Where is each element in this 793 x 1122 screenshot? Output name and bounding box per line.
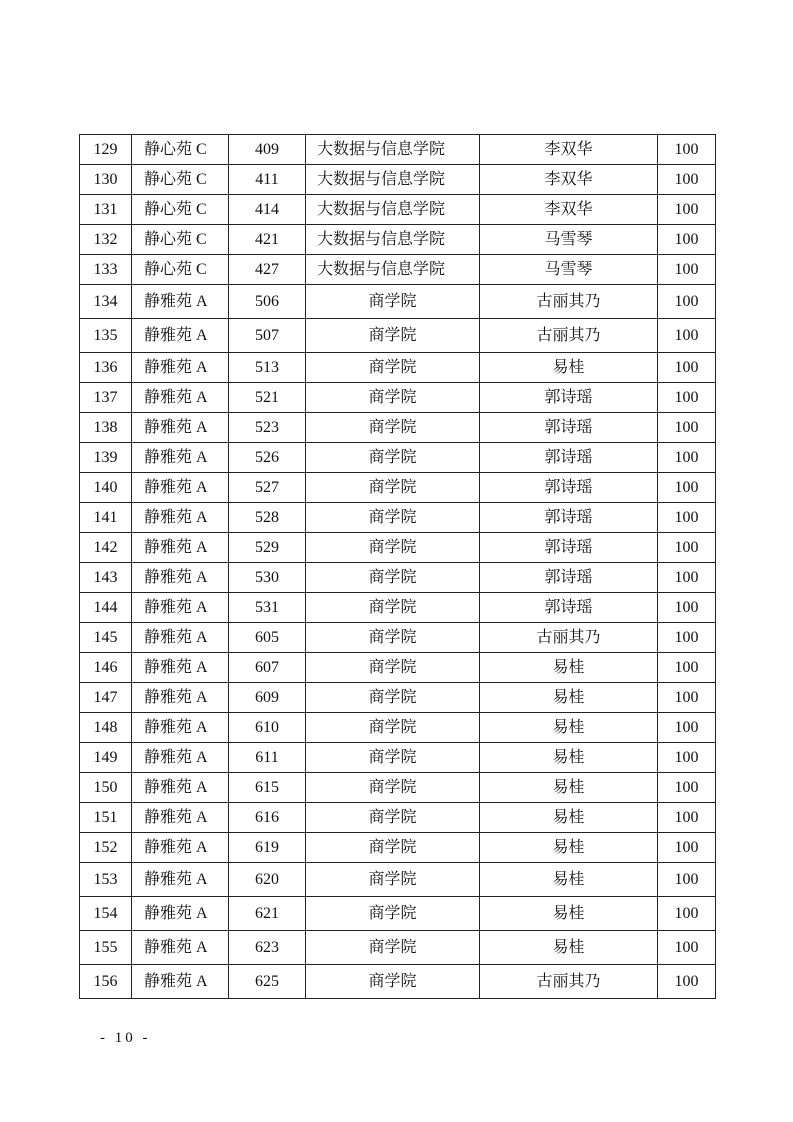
room-number-cell: 623 — [229, 931, 306, 965]
room-number-cell: 427 — [229, 255, 306, 285]
building-name-cell: 静雅苑 A — [132, 773, 229, 803]
score-cell: 100 — [658, 653, 716, 683]
college-name-cell: 商学院 — [306, 503, 480, 533]
score-cell: 100 — [658, 743, 716, 773]
college-name-cell: 商学院 — [306, 897, 480, 931]
score-cell: 100 — [658, 833, 716, 863]
row-number-cell: 154 — [80, 897, 132, 931]
responsible-person-cell: 郭诗瑶 — [480, 533, 658, 563]
score-cell: 100 — [658, 353, 716, 383]
table-row — [80, 965, 716, 999]
college-name-cell: 商学院 — [306, 803, 480, 833]
building-name-cell: 静雅苑 A — [132, 931, 229, 965]
college-name-cell: 大数据与信息学院 — [306, 255, 480, 285]
score-cell: 100 — [658, 773, 716, 803]
room-number-cell: 607 — [229, 653, 306, 683]
building-name-cell: 静雅苑 A — [132, 503, 229, 533]
score-cell: 100 — [658, 965, 716, 999]
college-name-cell: 商学院 — [306, 773, 480, 803]
row-number-cell: 146 — [80, 653, 132, 683]
college-name-cell: 商学院 — [306, 863, 480, 897]
score-cell: 100 — [658, 383, 716, 413]
room-number-cell: 526 — [229, 443, 306, 473]
room-number-cell: 409 — [229, 135, 306, 165]
responsible-person-cell: 易桂 — [480, 931, 658, 965]
responsible-person-cell: 易桂 — [480, 653, 658, 683]
responsible-person-cell: 易桂 — [480, 803, 658, 833]
row-number-cell: 152 — [80, 833, 132, 863]
building-name-cell: 静雅苑 A — [132, 897, 229, 931]
responsible-person-cell: 古丽其乃 — [480, 623, 658, 653]
table-row — [80, 803, 716, 833]
row-number-cell: 148 — [80, 713, 132, 743]
building-name-cell: 静雅苑 A — [132, 713, 229, 743]
row-number-cell: 151 — [80, 803, 132, 833]
responsible-person-cell: 易桂 — [480, 897, 658, 931]
room-number-cell: 611 — [229, 743, 306, 773]
building-name-cell: 静雅苑 A — [132, 965, 229, 999]
room-number-cell: 528 — [229, 503, 306, 533]
responsible-person-cell: 马雪琴 — [480, 225, 658, 255]
college-name-cell: 大数据与信息学院 — [306, 225, 480, 255]
score-cell: 100 — [658, 319, 716, 353]
score-cell: 100 — [658, 255, 716, 285]
room-number-cell: 529 — [229, 533, 306, 563]
college-name-cell: 商学院 — [306, 833, 480, 863]
building-name-cell: 静雅苑 A — [132, 593, 229, 623]
college-name-cell: 商学院 — [306, 743, 480, 773]
college-name-cell: 商学院 — [306, 713, 480, 743]
college-name-cell: 商学院 — [306, 473, 480, 503]
room-number-cell: 527 — [229, 473, 306, 503]
room-number-cell: 414 — [229, 195, 306, 225]
row-number-cell: 139 — [80, 443, 132, 473]
table-row — [80, 533, 716, 563]
college-name-cell: 商学院 — [306, 443, 480, 473]
table-row — [80, 593, 716, 623]
building-name-cell: 静雅苑 A — [132, 473, 229, 503]
college-name-cell: 商学院 — [306, 563, 480, 593]
score-cell: 100 — [658, 533, 716, 563]
score-cell: 100 — [658, 863, 716, 897]
college-name-cell: 商学院 — [306, 623, 480, 653]
building-name-cell: 静雅苑 A — [132, 319, 229, 353]
college-name-cell: 商学院 — [306, 593, 480, 623]
responsible-person-cell: 李双华 — [480, 135, 658, 165]
score-cell: 100 — [658, 225, 716, 255]
college-name-cell: 大数据与信息学院 — [306, 165, 480, 195]
dorm-inspection-table — [79, 134, 716, 999]
table-row — [80, 319, 716, 353]
building-name-cell: 静雅苑 A — [132, 833, 229, 863]
table-row — [80, 285, 716, 319]
building-name-cell: 静心苑 C — [132, 165, 229, 195]
college-name-cell: 商学院 — [306, 285, 480, 319]
score-cell: 100 — [658, 195, 716, 225]
row-number-cell: 147 — [80, 683, 132, 713]
building-name-cell: 静雅苑 A — [132, 563, 229, 593]
building-name-cell: 静雅苑 A — [132, 533, 229, 563]
row-number-cell: 145 — [80, 623, 132, 653]
row-number-cell: 144 — [80, 593, 132, 623]
score-cell: 100 — [658, 165, 716, 195]
college-name-cell: 商学院 — [306, 353, 480, 383]
room-number-cell: 421 — [229, 225, 306, 255]
building-name-cell: 静心苑 C — [132, 255, 229, 285]
row-number-cell: 150 — [80, 773, 132, 803]
room-number-cell: 523 — [229, 413, 306, 443]
building-name-cell: 静心苑 C — [132, 225, 229, 255]
building-name-cell: 静心苑 C — [132, 135, 229, 165]
table-row — [80, 743, 716, 773]
score-cell: 100 — [658, 931, 716, 965]
responsible-person-cell: 易桂 — [480, 833, 658, 863]
row-number-cell: 132 — [80, 225, 132, 255]
table-row — [80, 563, 716, 593]
responsible-person-cell: 易桂 — [480, 743, 658, 773]
table-row — [80, 383, 716, 413]
college-name-cell: 大数据与信息学院 — [306, 135, 480, 165]
score-cell: 100 — [658, 683, 716, 713]
score-cell: 100 — [658, 285, 716, 319]
college-name-cell: 商学院 — [306, 383, 480, 413]
score-cell: 100 — [658, 443, 716, 473]
building-name-cell: 静雅苑 A — [132, 863, 229, 897]
table-row — [80, 713, 716, 743]
table-row — [80, 773, 716, 803]
responsible-person-cell: 易桂 — [480, 353, 658, 383]
responsible-person-cell: 易桂 — [480, 713, 658, 743]
row-number-cell: 153 — [80, 863, 132, 897]
college-name-cell: 商学院 — [306, 965, 480, 999]
table-body — [80, 135, 716, 999]
building-name-cell: 静雅苑 A — [132, 285, 229, 319]
score-cell: 100 — [658, 623, 716, 653]
building-name-cell: 静雅苑 A — [132, 413, 229, 443]
responsible-person-cell: 郭诗瑶 — [480, 383, 658, 413]
table-row — [80, 683, 716, 713]
room-number-cell: 531 — [229, 593, 306, 623]
room-number-cell: 615 — [229, 773, 306, 803]
college-name-cell: 商学院 — [306, 931, 480, 965]
row-number-cell: 156 — [80, 965, 132, 999]
score-cell: 100 — [658, 713, 716, 743]
responsible-person-cell: 郭诗瑶 — [480, 593, 658, 623]
room-number-cell: 411 — [229, 165, 306, 195]
building-name-cell: 静雅苑 A — [132, 383, 229, 413]
score-cell: 100 — [658, 413, 716, 443]
row-number-cell: 129 — [80, 135, 132, 165]
responsible-person-cell: 郭诗瑶 — [480, 563, 658, 593]
responsible-person-cell: 古丽其乃 — [480, 965, 658, 999]
room-number-cell: 605 — [229, 623, 306, 653]
room-number-cell: 513 — [229, 353, 306, 383]
college-name-cell: 商学院 — [306, 653, 480, 683]
room-number-cell: 521 — [229, 383, 306, 413]
table-row — [80, 473, 716, 503]
room-number-cell: 616 — [229, 803, 306, 833]
responsible-person-cell: 郭诗瑶 — [480, 473, 658, 503]
table-row — [80, 503, 716, 533]
row-number-cell: 131 — [80, 195, 132, 225]
table-row — [80, 833, 716, 863]
room-number-cell: 620 — [229, 863, 306, 897]
table-row — [80, 863, 716, 897]
building-name-cell: 静雅苑 A — [132, 443, 229, 473]
table-row — [80, 413, 716, 443]
table-row — [80, 135, 716, 165]
responsible-person-cell: 郭诗瑶 — [480, 413, 658, 443]
table-row — [80, 897, 716, 931]
building-name-cell: 静雅苑 A — [132, 653, 229, 683]
row-number-cell: 138 — [80, 413, 132, 443]
responsible-person-cell: 马雪琴 — [480, 255, 658, 285]
responsible-person-cell: 李双华 — [480, 195, 658, 225]
responsible-person-cell: 易桂 — [480, 683, 658, 713]
responsible-person-cell: 古丽其乃 — [480, 285, 658, 319]
room-number-cell: 610 — [229, 713, 306, 743]
building-name-cell: 静雅苑 A — [132, 623, 229, 653]
score-cell: 100 — [658, 593, 716, 623]
building-name-cell: 静雅苑 A — [132, 353, 229, 383]
college-name-cell: 大数据与信息学院 — [306, 195, 480, 225]
row-number-cell: 141 — [80, 503, 132, 533]
score-cell: 100 — [658, 563, 716, 593]
college-name-cell: 商学院 — [306, 319, 480, 353]
row-number-cell: 130 — [80, 165, 132, 195]
table-row — [80, 653, 716, 683]
row-number-cell: 155 — [80, 931, 132, 965]
table-row — [80, 623, 716, 653]
room-number-cell: 609 — [229, 683, 306, 713]
page-number: - 10 - — [100, 1030, 151, 1046]
room-number-cell: 625 — [229, 965, 306, 999]
table-row — [80, 443, 716, 473]
college-name-cell: 商学院 — [306, 533, 480, 563]
score-cell: 100 — [658, 473, 716, 503]
row-number-cell: 137 — [80, 383, 132, 413]
college-name-cell: 商学院 — [306, 683, 480, 713]
building-name-cell: 静雅苑 A — [132, 743, 229, 773]
responsible-person-cell: 郭诗瑶 — [480, 503, 658, 533]
room-number-cell: 530 — [229, 563, 306, 593]
row-number-cell: 134 — [80, 285, 132, 319]
responsible-person-cell: 易桂 — [480, 773, 658, 803]
responsible-person-cell: 郭诗瑶 — [480, 443, 658, 473]
building-name-cell: 静雅苑 A — [132, 683, 229, 713]
row-number-cell: 142 — [80, 533, 132, 563]
building-name-cell: 静雅苑 A — [132, 803, 229, 833]
row-number-cell: 135 — [80, 319, 132, 353]
room-number-cell: 621 — [229, 897, 306, 931]
table-row — [80, 353, 716, 383]
row-number-cell: 149 — [80, 743, 132, 773]
table-row — [80, 165, 716, 195]
table-row — [80, 931, 716, 965]
responsible-person-cell: 易桂 — [480, 863, 658, 897]
room-number-cell: 507 — [229, 319, 306, 353]
table-row — [80, 195, 716, 225]
row-number-cell: 140 — [80, 473, 132, 503]
room-number-cell: 506 — [229, 285, 306, 319]
score-cell: 100 — [658, 897, 716, 931]
room-number-cell: 619 — [229, 833, 306, 863]
row-number-cell: 133 — [80, 255, 132, 285]
score-cell: 100 — [658, 503, 716, 533]
building-name-cell: 静心苑 C — [132, 195, 229, 225]
score-cell: 100 — [658, 803, 716, 833]
table-row — [80, 255, 716, 285]
college-name-cell: 商学院 — [306, 413, 480, 443]
table-row — [80, 225, 716, 255]
score-cell: 100 — [658, 135, 716, 165]
responsible-person-cell: 李双华 — [480, 165, 658, 195]
responsible-person-cell: 古丽其乃 — [480, 319, 658, 353]
row-number-cell: 136 — [80, 353, 132, 383]
row-number-cell: 143 — [80, 563, 132, 593]
